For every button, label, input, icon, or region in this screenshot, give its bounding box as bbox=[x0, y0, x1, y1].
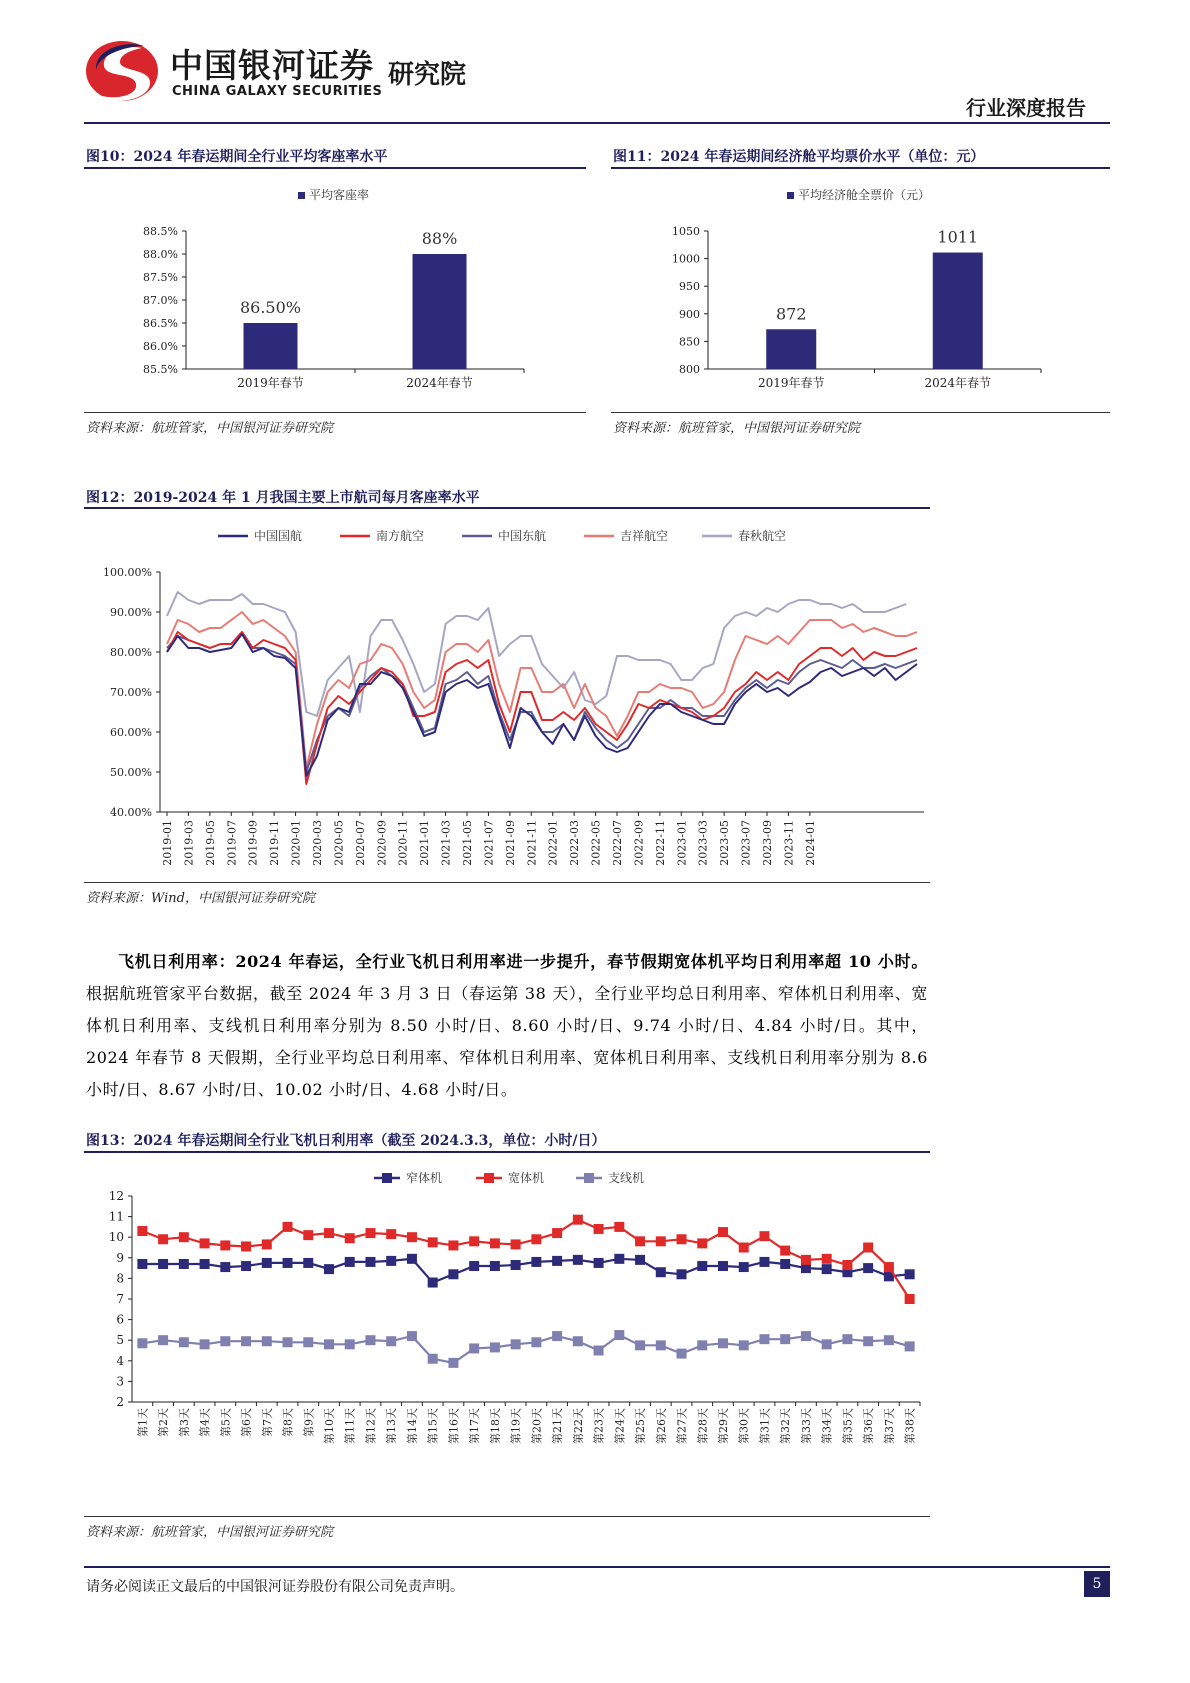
data-point-支线机 bbox=[283, 1337, 293, 1347]
y-tick-label: 950 bbox=[679, 280, 700, 294]
data-point-窄体机 bbox=[656, 1267, 666, 1277]
x-tick-label: 第26天 bbox=[654, 1408, 668, 1444]
report-type: 行业深度报告 bbox=[966, 96, 1086, 120]
x-tick-label: 第30天 bbox=[737, 1408, 751, 1444]
x-tick-label: 2023-11 bbox=[782, 820, 796, 866]
x-tick-label: 2022-01 bbox=[546, 820, 560, 866]
x-tick-label: 2021-01 bbox=[418, 820, 432, 866]
data-point-支线机 bbox=[677, 1349, 687, 1359]
legend-label: 窄体机 bbox=[406, 1171, 443, 1185]
footer-disclaimer: 请务必阅读正文最后的中国银河证券股份有限公司免责声明。 bbox=[86, 1579, 464, 1595]
x-category-label: 2019年春节 bbox=[237, 376, 304, 390]
x-tick-label: 2021-03 bbox=[439, 820, 453, 866]
x-tick-label: 第32天 bbox=[779, 1408, 793, 1444]
y-tick-label: 80.00% bbox=[110, 646, 152, 659]
series-line-中国国航 bbox=[167, 634, 917, 776]
fig12-title: 图12：2019-2024 年 1 月我国主要上市航司每月客座率水平 bbox=[86, 490, 480, 506]
data-point-支线机 bbox=[511, 1339, 521, 1349]
data-point-宽体机 bbox=[303, 1230, 313, 1240]
x-tick-label: 第19天 bbox=[509, 1408, 523, 1444]
data-point-窄体机 bbox=[324, 1264, 334, 1274]
data-point-宽体机 bbox=[635, 1236, 645, 1246]
data-point-窄体机 bbox=[386, 1256, 396, 1266]
data-point-宽体机 bbox=[386, 1229, 396, 1239]
y-tick-label: 60.00% bbox=[110, 726, 152, 739]
data-point-宽体机 bbox=[822, 1254, 832, 1264]
header-rule bbox=[84, 122, 1110, 124]
data-point-支线机 bbox=[759, 1334, 769, 1344]
y-tick-label: 2 bbox=[116, 1395, 124, 1409]
data-point-窄体机 bbox=[531, 1257, 541, 1267]
data-point-支线机 bbox=[448, 1358, 458, 1368]
x-tick-label: 第8天 bbox=[281, 1408, 295, 1437]
y-tick-label: 6 bbox=[116, 1312, 124, 1327]
x-tick-label: 第23天 bbox=[592, 1408, 606, 1444]
data-point-宽体机 bbox=[469, 1236, 479, 1246]
series-line-窄体机 bbox=[142, 1259, 909, 1283]
data-point-宽体机 bbox=[801, 1255, 811, 1265]
data-point-支线机 bbox=[303, 1337, 313, 1347]
fig11-source: 资料来源：航班管家，中国银河证券研究院 bbox=[613, 421, 861, 436]
fig10-source: 资料来源：航班管家，中国银河证券研究院 bbox=[86, 421, 334, 436]
data-point-窄体机 bbox=[552, 1256, 562, 1266]
data-point-宽体机 bbox=[677, 1234, 687, 1244]
body-text: 根据航班管家平台数据，截至 2024 年 3 月 3 日（春运第 38 天），全行业平均总日利用率、窄体机日利用率、宽体机日利用率、支线机日利用率分别为 8.50 小时/日、8.60 小时/日、9.74 小时/日、4.84 小时/日。其中，2024 年春节 8 天假期，全行业平均总日利用率、窄体机日利用率、宽体机日利用率、支线机日利用率分别为 8.6 小时/日、8.67 小时/日、10.02 小时/日、4.68 小时/日。 bbox=[86, 984, 928, 1099]
data-point-窄体机 bbox=[511, 1260, 521, 1270]
x-tick-label: 第9天 bbox=[302, 1408, 316, 1437]
legend-marker bbox=[484, 1173, 494, 1183]
y-tick-label: 10 bbox=[108, 1230, 124, 1245]
fig10-title: 图10：2024 年春运期间全行业平均客座率水平 bbox=[86, 149, 388, 165]
fig10-chart bbox=[84, 172, 586, 412]
data-point-窄体机 bbox=[407, 1254, 417, 1264]
series-line-吉祥航空 bbox=[167, 612, 917, 768]
y-tick-label: 4 bbox=[116, 1353, 124, 1368]
legend-label: 中国东航 bbox=[498, 529, 547, 543]
x-tick-label: 第3天 bbox=[177, 1408, 191, 1437]
x-tick-label: 2019-05 bbox=[203, 820, 217, 866]
fig12-source: 资料来源：Wind，中国银河证券研究院 bbox=[86, 891, 315, 906]
data-point-窄体机 bbox=[697, 1261, 707, 1271]
x-tick-label: 2019-01 bbox=[161, 820, 174, 866]
x-tick-label: 第38天 bbox=[903, 1408, 917, 1444]
data-point-支线机 bbox=[697, 1340, 707, 1350]
galaxy-logo-icon bbox=[84, 36, 160, 106]
y-tick-label: 100.00% bbox=[103, 566, 152, 579]
x-tick-label: 第2天 bbox=[157, 1408, 171, 1437]
x-tick-label: 2020-05 bbox=[332, 820, 346, 866]
data-point-支线机 bbox=[262, 1336, 272, 1346]
x-tick-label: 2020-01 bbox=[289, 820, 303, 866]
x-tick-label: 2019-11 bbox=[268, 820, 282, 866]
x-tick-label: 第20天 bbox=[530, 1408, 544, 1444]
x-tick-label: 2019-09 bbox=[246, 820, 260, 866]
x-tick-label: 第6天 bbox=[240, 1408, 254, 1437]
data-point-支线机 bbox=[863, 1336, 873, 1346]
x-tick-label: 第15天 bbox=[426, 1408, 440, 1444]
data-point-支线机 bbox=[594, 1346, 604, 1356]
x-tick-label: 第18天 bbox=[488, 1408, 502, 1444]
x-tick-label: 第28天 bbox=[696, 1408, 710, 1444]
x-tick-label: 2021-11 bbox=[525, 820, 539, 866]
data-point-窄体机 bbox=[220, 1262, 230, 1272]
x-tick-label: 第5天 bbox=[219, 1408, 233, 1437]
x-tick-label: 2022-07 bbox=[611, 820, 624, 866]
y-tick-label: 87.5% bbox=[143, 271, 178, 284]
y-tick-label: 800 bbox=[679, 363, 700, 376]
data-point-窄体机 bbox=[365, 1257, 375, 1267]
legend-label: 宽体机 bbox=[508, 1171, 545, 1185]
legend-label: 支线机 bbox=[608, 1171, 645, 1185]
data-point-宽体机 bbox=[324, 1228, 334, 1238]
data-point-宽体机 bbox=[241, 1241, 251, 1251]
legend-label: 南方航空 bbox=[376, 529, 425, 543]
x-tick-label: 第1天 bbox=[136, 1408, 150, 1437]
fig13-title: 图13：2024 年春运期间全行业飞机日利用率（截至 2024.3.3，单位：小时/日） bbox=[86, 1133, 606, 1149]
x-tick-label: 第22天 bbox=[571, 1408, 585, 1444]
x-tick-label: 第35天 bbox=[841, 1408, 855, 1444]
fig13-source-rule bbox=[84, 1516, 930, 1517]
x-tick-label: 2020-09 bbox=[375, 820, 389, 866]
x-tick-label: 第4天 bbox=[198, 1408, 212, 1437]
bar-value-label: 872 bbox=[775, 304, 807, 324]
x-tick-label: 第29天 bbox=[717, 1408, 730, 1444]
data-point-支线机 bbox=[884, 1335, 894, 1345]
data-point-窄体机 bbox=[262, 1258, 272, 1268]
x-tick-label: 第24天 bbox=[613, 1408, 627, 1444]
data-point-宽体机 bbox=[511, 1239, 521, 1249]
data-point-支线机 bbox=[905, 1341, 915, 1351]
legend-label: 吉祥航空 bbox=[620, 529, 669, 543]
x-tick-label: 2021-07 bbox=[482, 820, 496, 866]
x-tick-label: 第10天 bbox=[323, 1408, 336, 1444]
data-point-窄体机 bbox=[905, 1269, 915, 1279]
data-point-宽体机 bbox=[759, 1231, 769, 1241]
y-tick-label: 5 bbox=[116, 1333, 124, 1348]
fig13-title-rule bbox=[84, 1151, 930, 1153]
data-point-支线机 bbox=[635, 1340, 645, 1350]
page-number: 5 bbox=[1084, 1571, 1110, 1597]
data-point-支线机 bbox=[137, 1338, 147, 1348]
x-tick-label: 2021-09 bbox=[503, 820, 517, 866]
data-point-宽体机 bbox=[614, 1222, 624, 1232]
x-tick-label: 2020-11 bbox=[396, 820, 410, 866]
data-point-宽体机 bbox=[490, 1238, 500, 1248]
legend-label: 中国国航 bbox=[254, 529, 303, 543]
footer-rule bbox=[84, 1566, 1110, 1568]
fig12-title-rule bbox=[84, 507, 930, 509]
y-tick-label: 1050 bbox=[672, 225, 700, 238]
x-category-label: 2024年春节 bbox=[924, 376, 992, 390]
legend-label: 春秋航空 bbox=[738, 529, 787, 543]
legend-marker bbox=[382, 1173, 392, 1183]
x-tick-label: 2020-03 bbox=[311, 820, 324, 866]
data-point-支线机 bbox=[200, 1339, 210, 1349]
y-tick-label: 1000 bbox=[672, 252, 700, 266]
data-point-窄体机 bbox=[614, 1254, 624, 1264]
data-point-宽体机 bbox=[594, 1224, 604, 1234]
data-point-窄体机 bbox=[179, 1259, 189, 1269]
data-point-窄体机 bbox=[594, 1258, 604, 1268]
data-point-宽体机 bbox=[448, 1240, 458, 1250]
data-point-支线机 bbox=[469, 1343, 479, 1353]
fig13-chart bbox=[84, 1156, 930, 1516]
x-tick-label: 第16天 bbox=[447, 1408, 461, 1444]
y-tick-label: 86.5% bbox=[143, 317, 178, 330]
y-tick-label: 50.00% bbox=[110, 766, 152, 779]
bar bbox=[766, 329, 816, 369]
x-tick-label: 第7天 bbox=[260, 1408, 274, 1437]
data-point-支线机 bbox=[801, 1331, 811, 1341]
x-tick-label: 第13天 bbox=[385, 1408, 399, 1444]
data-point-窄体机 bbox=[739, 1262, 749, 1272]
data-point-窄体机 bbox=[428, 1278, 438, 1288]
data-point-支线机 bbox=[842, 1334, 852, 1344]
fig11-title: 图11：2024 年春运期间经济舱平均票价水平（单位：元） bbox=[613, 149, 985, 165]
y-tick-label: 85.5% bbox=[143, 363, 178, 376]
x-tick-label: 2019-03 bbox=[182, 820, 196, 866]
data-point-宽体机 bbox=[739, 1243, 749, 1253]
x-tick-label: 第34天 bbox=[820, 1408, 834, 1444]
legend-marker bbox=[584, 1173, 594, 1183]
body-paragraph bbox=[86, 946, 928, 1106]
data-point-窄体机 bbox=[759, 1257, 769, 1267]
legend-swatch bbox=[787, 192, 794, 199]
data-point-支线机 bbox=[386, 1336, 396, 1346]
y-tick-label: 88.5% bbox=[143, 225, 178, 238]
y-tick-label: 90.00% bbox=[110, 606, 152, 619]
company-logo bbox=[84, 36, 160, 106]
data-point-支线机 bbox=[345, 1339, 355, 1349]
y-tick-label: 3 bbox=[116, 1374, 124, 1389]
data-point-支线机 bbox=[718, 1338, 728, 1348]
data-point-支线机 bbox=[822, 1339, 832, 1349]
data-point-宽体机 bbox=[552, 1228, 562, 1238]
x-tick-label: 第21天 bbox=[551, 1408, 565, 1444]
data-point-宽体机 bbox=[428, 1237, 438, 1247]
data-point-宽体机 bbox=[780, 1246, 790, 1256]
y-tick-label: 7 bbox=[116, 1292, 124, 1306]
data-point-窄体机 bbox=[822, 1264, 832, 1274]
data-point-窄体机 bbox=[448, 1269, 458, 1279]
y-tick-label: 12 bbox=[108, 1189, 124, 1203]
company-name-cn: 中国银河证券 bbox=[170, 46, 374, 85]
x-tick-label: 第17天 bbox=[468, 1408, 482, 1444]
data-point-支线机 bbox=[573, 1336, 583, 1346]
data-point-支线机 bbox=[365, 1335, 375, 1345]
data-point-窄体机 bbox=[635, 1255, 645, 1265]
data-point-窄体机 bbox=[490, 1261, 500, 1271]
data-point-支线机 bbox=[324, 1339, 334, 1349]
data-point-支线机 bbox=[241, 1336, 251, 1346]
data-point-窄体机 bbox=[469, 1261, 479, 1271]
y-tick-label: 8 bbox=[116, 1271, 124, 1286]
data-point-宽体机 bbox=[220, 1240, 230, 1250]
data-point-宽体机 bbox=[905, 1294, 915, 1304]
data-point-窄体机 bbox=[200, 1259, 210, 1269]
data-point-宽体机 bbox=[283, 1222, 293, 1232]
institute-name: 研究院 bbox=[388, 60, 467, 90]
data-point-宽体机 bbox=[884, 1262, 894, 1272]
data-point-宽体机 bbox=[158, 1234, 168, 1244]
data-point-窄体机 bbox=[780, 1259, 790, 1269]
data-point-支线机 bbox=[428, 1354, 438, 1364]
x-tick-label: 第14天 bbox=[405, 1408, 419, 1444]
bar-value-label: 1011 bbox=[937, 227, 979, 247]
legend-swatch bbox=[298, 192, 305, 199]
fig10-source-rule bbox=[84, 412, 586, 413]
x-tick-label: 2023-09 bbox=[761, 820, 774, 866]
data-point-支线机 bbox=[531, 1337, 541, 1347]
fig10-title-rule bbox=[84, 167, 586, 169]
company-name-en: CHINA GALAXY SECURITIES bbox=[172, 84, 383, 99]
data-point-窄体机 bbox=[303, 1258, 313, 1268]
x-tick-label: 2020-07 bbox=[353, 820, 367, 866]
data-point-支线机 bbox=[407, 1331, 417, 1341]
data-point-支线机 bbox=[179, 1337, 189, 1347]
series-line-中国东航 bbox=[167, 632, 917, 772]
data-point-窄体机 bbox=[718, 1261, 728, 1271]
x-tick-label: 第27天 bbox=[675, 1408, 689, 1444]
data-point-宽体机 bbox=[179, 1232, 189, 1242]
x-category-label: 2024年春节 bbox=[406, 376, 473, 390]
y-tick-label: 87.0% bbox=[143, 294, 178, 307]
data-point-窄体机 bbox=[863, 1263, 873, 1273]
fig12-chart bbox=[84, 512, 930, 882]
data-point-宽体机 bbox=[531, 1234, 541, 1244]
y-tick-label: 70.00% bbox=[110, 686, 152, 699]
fig13-source: 资料来源：航班管家，中国银河证券研究院 bbox=[86, 1525, 334, 1540]
data-point-窄体机 bbox=[137, 1259, 147, 1269]
data-point-支线机 bbox=[614, 1330, 624, 1340]
body-lead-bold: 飞机日利用率：2024 年春运，全行业飞机日利用率进一步提升，春节假期宽体机平均日利用率超 10 小时。 bbox=[118, 952, 928, 971]
y-tick-label: 11 bbox=[108, 1209, 124, 1224]
data-point-宽体机 bbox=[656, 1236, 666, 1246]
fig12-source-rule bbox=[84, 882, 930, 883]
x-category-label: 2019年春节 bbox=[757, 376, 825, 390]
x-tick-label: 第12天 bbox=[364, 1408, 378, 1444]
series-line-支线机 bbox=[142, 1335, 909, 1363]
data-point-支线机 bbox=[780, 1334, 790, 1344]
x-tick-label: 2023-05 bbox=[718, 820, 732, 866]
x-tick-label: 第33天 bbox=[799, 1408, 813, 1444]
x-tick-label: 2022-11 bbox=[653, 820, 667, 866]
data-point-窄体机 bbox=[283, 1258, 293, 1268]
data-point-支线机 bbox=[552, 1331, 562, 1341]
legend-label: 平均经济舱全票价（元） bbox=[798, 188, 931, 202]
x-tick-label: 2019-07 bbox=[225, 820, 239, 866]
x-tick-label: 2022-09 bbox=[632, 820, 646, 866]
data-point-窄体机 bbox=[345, 1257, 355, 1267]
legend-label: 平均客座率 bbox=[309, 188, 370, 202]
data-point-宽体机 bbox=[718, 1227, 728, 1237]
data-point-支线机 bbox=[656, 1340, 666, 1350]
x-tick-label: 2022-03 bbox=[568, 820, 582, 866]
data-point-支线机 bbox=[490, 1342, 500, 1352]
data-point-宽体机 bbox=[345, 1233, 355, 1243]
x-tick-label: 第25天 bbox=[634, 1408, 648, 1444]
y-tick-label: 88.0% bbox=[143, 248, 178, 261]
data-point-宽体机 bbox=[863, 1243, 873, 1253]
fig11-title-rule bbox=[611, 167, 1110, 169]
y-tick-label: 850 bbox=[679, 335, 700, 349]
x-tick-label: 第36天 bbox=[862, 1408, 876, 1444]
y-tick-label: 900 bbox=[679, 307, 700, 321]
data-point-宽体机 bbox=[200, 1238, 210, 1248]
data-point-窄体机 bbox=[573, 1255, 583, 1265]
data-point-支线机 bbox=[739, 1340, 749, 1350]
x-tick-label: 第11天 bbox=[343, 1408, 357, 1444]
data-point-窄体机 bbox=[677, 1269, 687, 1279]
x-tick-label: 第37天 bbox=[882, 1408, 896, 1444]
y-tick-label: 86.0% bbox=[143, 340, 178, 353]
x-tick-label: 2023-03 bbox=[696, 820, 710, 866]
x-tick-label: 2023-01 bbox=[675, 820, 689, 866]
data-point-支线机 bbox=[158, 1335, 168, 1345]
data-point-宽体机 bbox=[137, 1226, 147, 1236]
data-point-宽体机 bbox=[697, 1238, 707, 1248]
data-point-支线机 bbox=[220, 1336, 230, 1346]
x-tick-label: 2024-01 bbox=[803, 820, 817, 866]
data-point-宽体机 bbox=[842, 1260, 852, 1270]
x-tick-label: 2021-05 bbox=[461, 820, 474, 866]
bar bbox=[933, 253, 983, 369]
x-tick-label: 第31天 bbox=[758, 1408, 772, 1444]
fig11-chart bbox=[611, 172, 1110, 412]
fig11-source-rule bbox=[611, 412, 1110, 413]
data-point-宽体机 bbox=[365, 1228, 375, 1238]
y-tick-label: 9 bbox=[116, 1250, 124, 1265]
data-point-宽体机 bbox=[573, 1215, 583, 1225]
data-point-宽体机 bbox=[407, 1232, 417, 1242]
data-point-窄体机 bbox=[241, 1261, 251, 1271]
bar bbox=[413, 254, 467, 369]
x-tick-label: 2022-05 bbox=[589, 820, 603, 866]
series-line-宽体机 bbox=[142, 1220, 909, 1299]
y-tick-label: 40.00% bbox=[110, 806, 152, 819]
data-point-窄体机 bbox=[158, 1259, 168, 1269]
bar-value-label: 86.50% bbox=[239, 298, 302, 317]
x-tick-label: 2023-07 bbox=[739, 820, 753, 866]
bar bbox=[244, 323, 298, 369]
bar-value-label: 88% bbox=[421, 229, 458, 248]
data-point-宽体机 bbox=[262, 1239, 272, 1249]
